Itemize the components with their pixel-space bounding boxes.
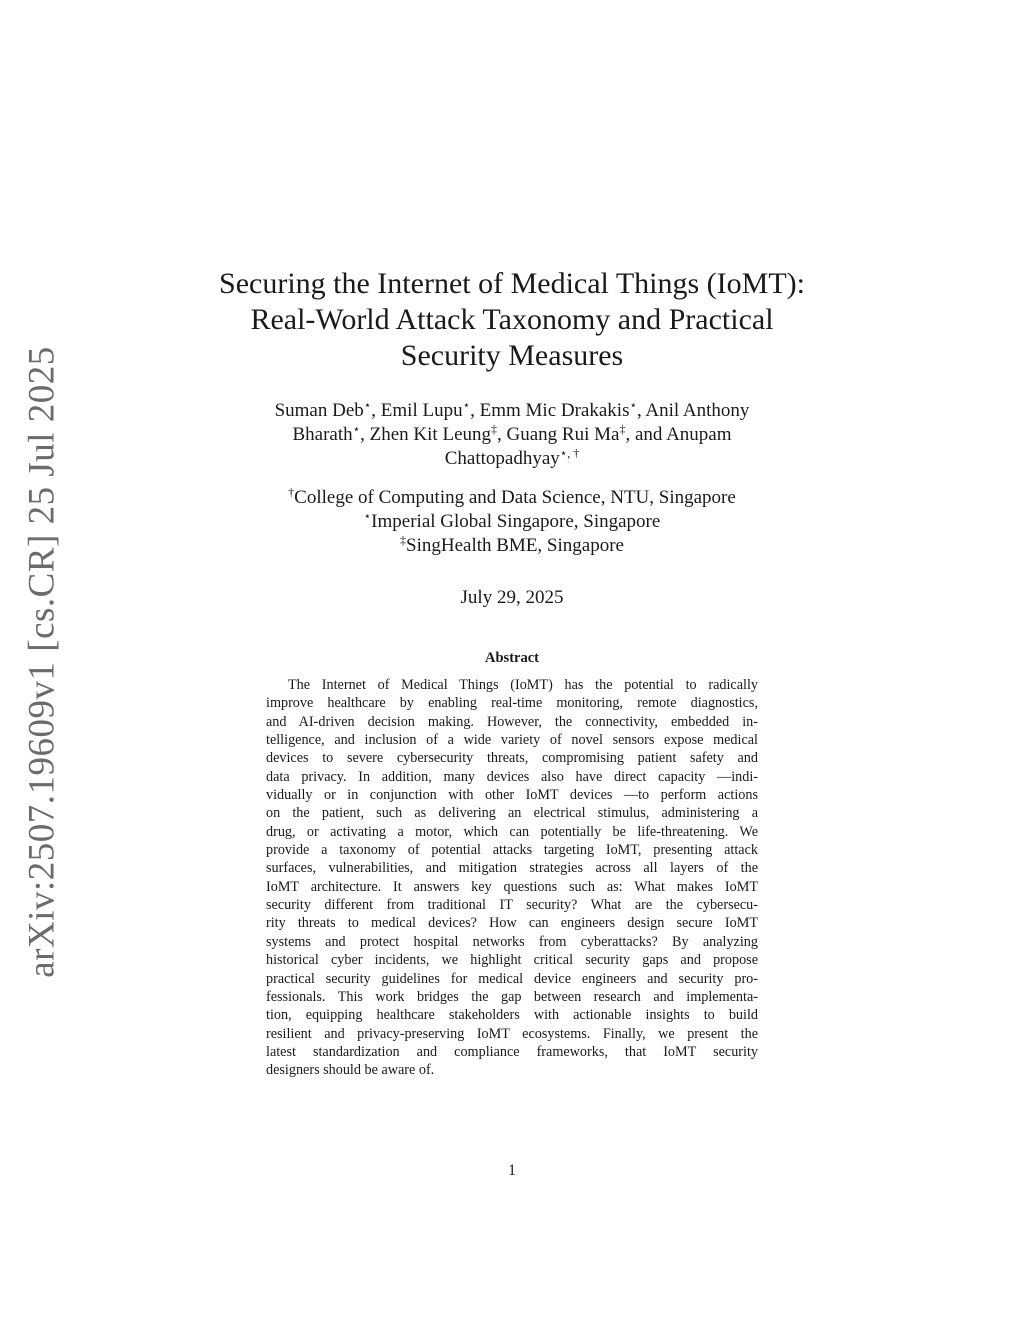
abstract-line: drug, or activating a motor, which can potentially be life-threatening. We	[266, 823, 758, 840]
abstract-line: and AI-driven decision making. However, the connectivity, embedded in-	[266, 713, 758, 730]
paper-title	[0, 266, 1024, 374]
affiliation-line	[0, 510, 1024, 534]
abstract-line: telligence, and inclusion of a wide variety of novel sensors expose medical	[266, 732, 758, 749]
author-line	[0, 399, 1024, 423]
page-number: 1	[508, 1162, 516, 1179]
author-name: Chattopadhyay	[444, 448, 560, 469]
affiliation-mark: †	[288, 485, 295, 499]
affiliation-text: Imperial Global Singapore, Singapore	[371, 511, 661, 532]
affiliation-list	[0, 486, 1024, 558]
affiliation-mark: ‡	[491, 422, 497, 436]
publication-date: July 29, 2025	[460, 587, 564, 608]
arxiv-identifier-stamp: arXiv:2507.19609v1 [cs.CR] 25 Jul 2025	[21, 346, 63, 978]
author-name: , Emm Mic Drakakis	[470, 400, 630, 421]
abstract-line: fessionals. This work bridges the gap between research and implementa-	[266, 988, 758, 1005]
abstract-line: systems and protect hospital networks from cyberattacks? By analyzing	[266, 933, 758, 950]
abstract-line: tion, equipping healthcare stakeholders with actionable insights to build	[266, 1007, 758, 1024]
abstract-line: vidually or in conjunction with other IoMT devices —to perform actions	[266, 787, 758, 804]
abstract-line: IoMT architecture. It answers key questions such as: What makes IoMT	[266, 878, 758, 895]
affiliation-mark: ⋆	[629, 398, 637, 412]
abstract-line: improve healthcare by enabling real-time monitoring, remote diagnostics,	[266, 695, 758, 712]
affiliation-mark: ⋆	[363, 509, 372, 523]
abstract-line: The Internet of Medical Things (IoMT) has the potential to radically	[288, 677, 758, 693]
affiliation-mark: ⋆	[352, 422, 361, 436]
author-name: Bharath	[292, 424, 353, 445]
author-name: , and Anupam	[625, 424, 732, 445]
title-line: Security Measures	[400, 339, 624, 372]
author-name: , Anil Anthony	[636, 400, 750, 421]
affiliation-mark: ⋆, †	[559, 446, 580, 460]
author-line	[0, 423, 1024, 447]
affiliation-mark: ‡	[619, 422, 626, 436]
abstract-line: designers should be aware of.	[266, 1062, 435, 1079]
affiliation-mark: ⋆	[363, 398, 372, 412]
affiliation-mark: ⋆	[462, 398, 471, 412]
author-name: , Guang Rui Ma	[497, 424, 620, 445]
title-line: Real-World Attack Taxonomy and Practical	[250, 303, 774, 336]
affiliation-text: SingHealth BME, Singapore	[406, 535, 624, 556]
affiliation-line	[0, 534, 1024, 558]
author-name: , Zhen Kit Leung	[360, 424, 491, 445]
abstract-body	[266, 676, 758, 1080]
abstract-line: practical security guidelines for medical device engineers and security pro-	[266, 970, 758, 987]
affiliation-mark: ‡	[400, 533, 407, 547]
abstract-heading: Abstract	[485, 650, 539, 666]
author-name: , Emil Lupu	[371, 400, 463, 421]
author-line	[0, 447, 1024, 471]
affiliation-text: College of Computing and Data Science, NTU, Singapore	[294, 487, 736, 508]
abstract-line: historical cyber incidents, we highlight critical security gaps and propose	[266, 952, 758, 969]
abstract-line: data privacy. In addition, many devices also have direct capacity —indi-	[266, 768, 758, 785]
author-list	[0, 399, 1024, 471]
abstract-line: resilient and privacy-preserving IoMT ecosystems. Finally, we present the	[266, 1025, 758, 1042]
title-line: Securing the Internet of Medical Things (IoMT):	[219, 267, 805, 300]
author-name: Suman Deb	[274, 400, 364, 421]
affiliation-line	[0, 486, 1024, 510]
abstract-line: security different from traditional IT security? What are the cybersecu-	[266, 897, 758, 914]
abstract-line: on the patient, such as delivering an electrical stimulus, administering a	[266, 805, 758, 822]
abstract-line: devices to severe cybersecurity threats, compromising patient safety and	[266, 750, 758, 767]
abstract-line: surfaces, vulnerabilities, and mitigation strategies across all layers of the	[266, 860, 758, 877]
abstract-line: rity threats to medical devices? How can engineers design secure IoMT	[266, 915, 758, 932]
abstract-line: latest standardization and compliance frameworks, that IoMT security	[266, 1043, 758, 1060]
abstract-line: provide a taxonomy of potential attacks targeting IoMT, presenting attack	[266, 842, 758, 859]
